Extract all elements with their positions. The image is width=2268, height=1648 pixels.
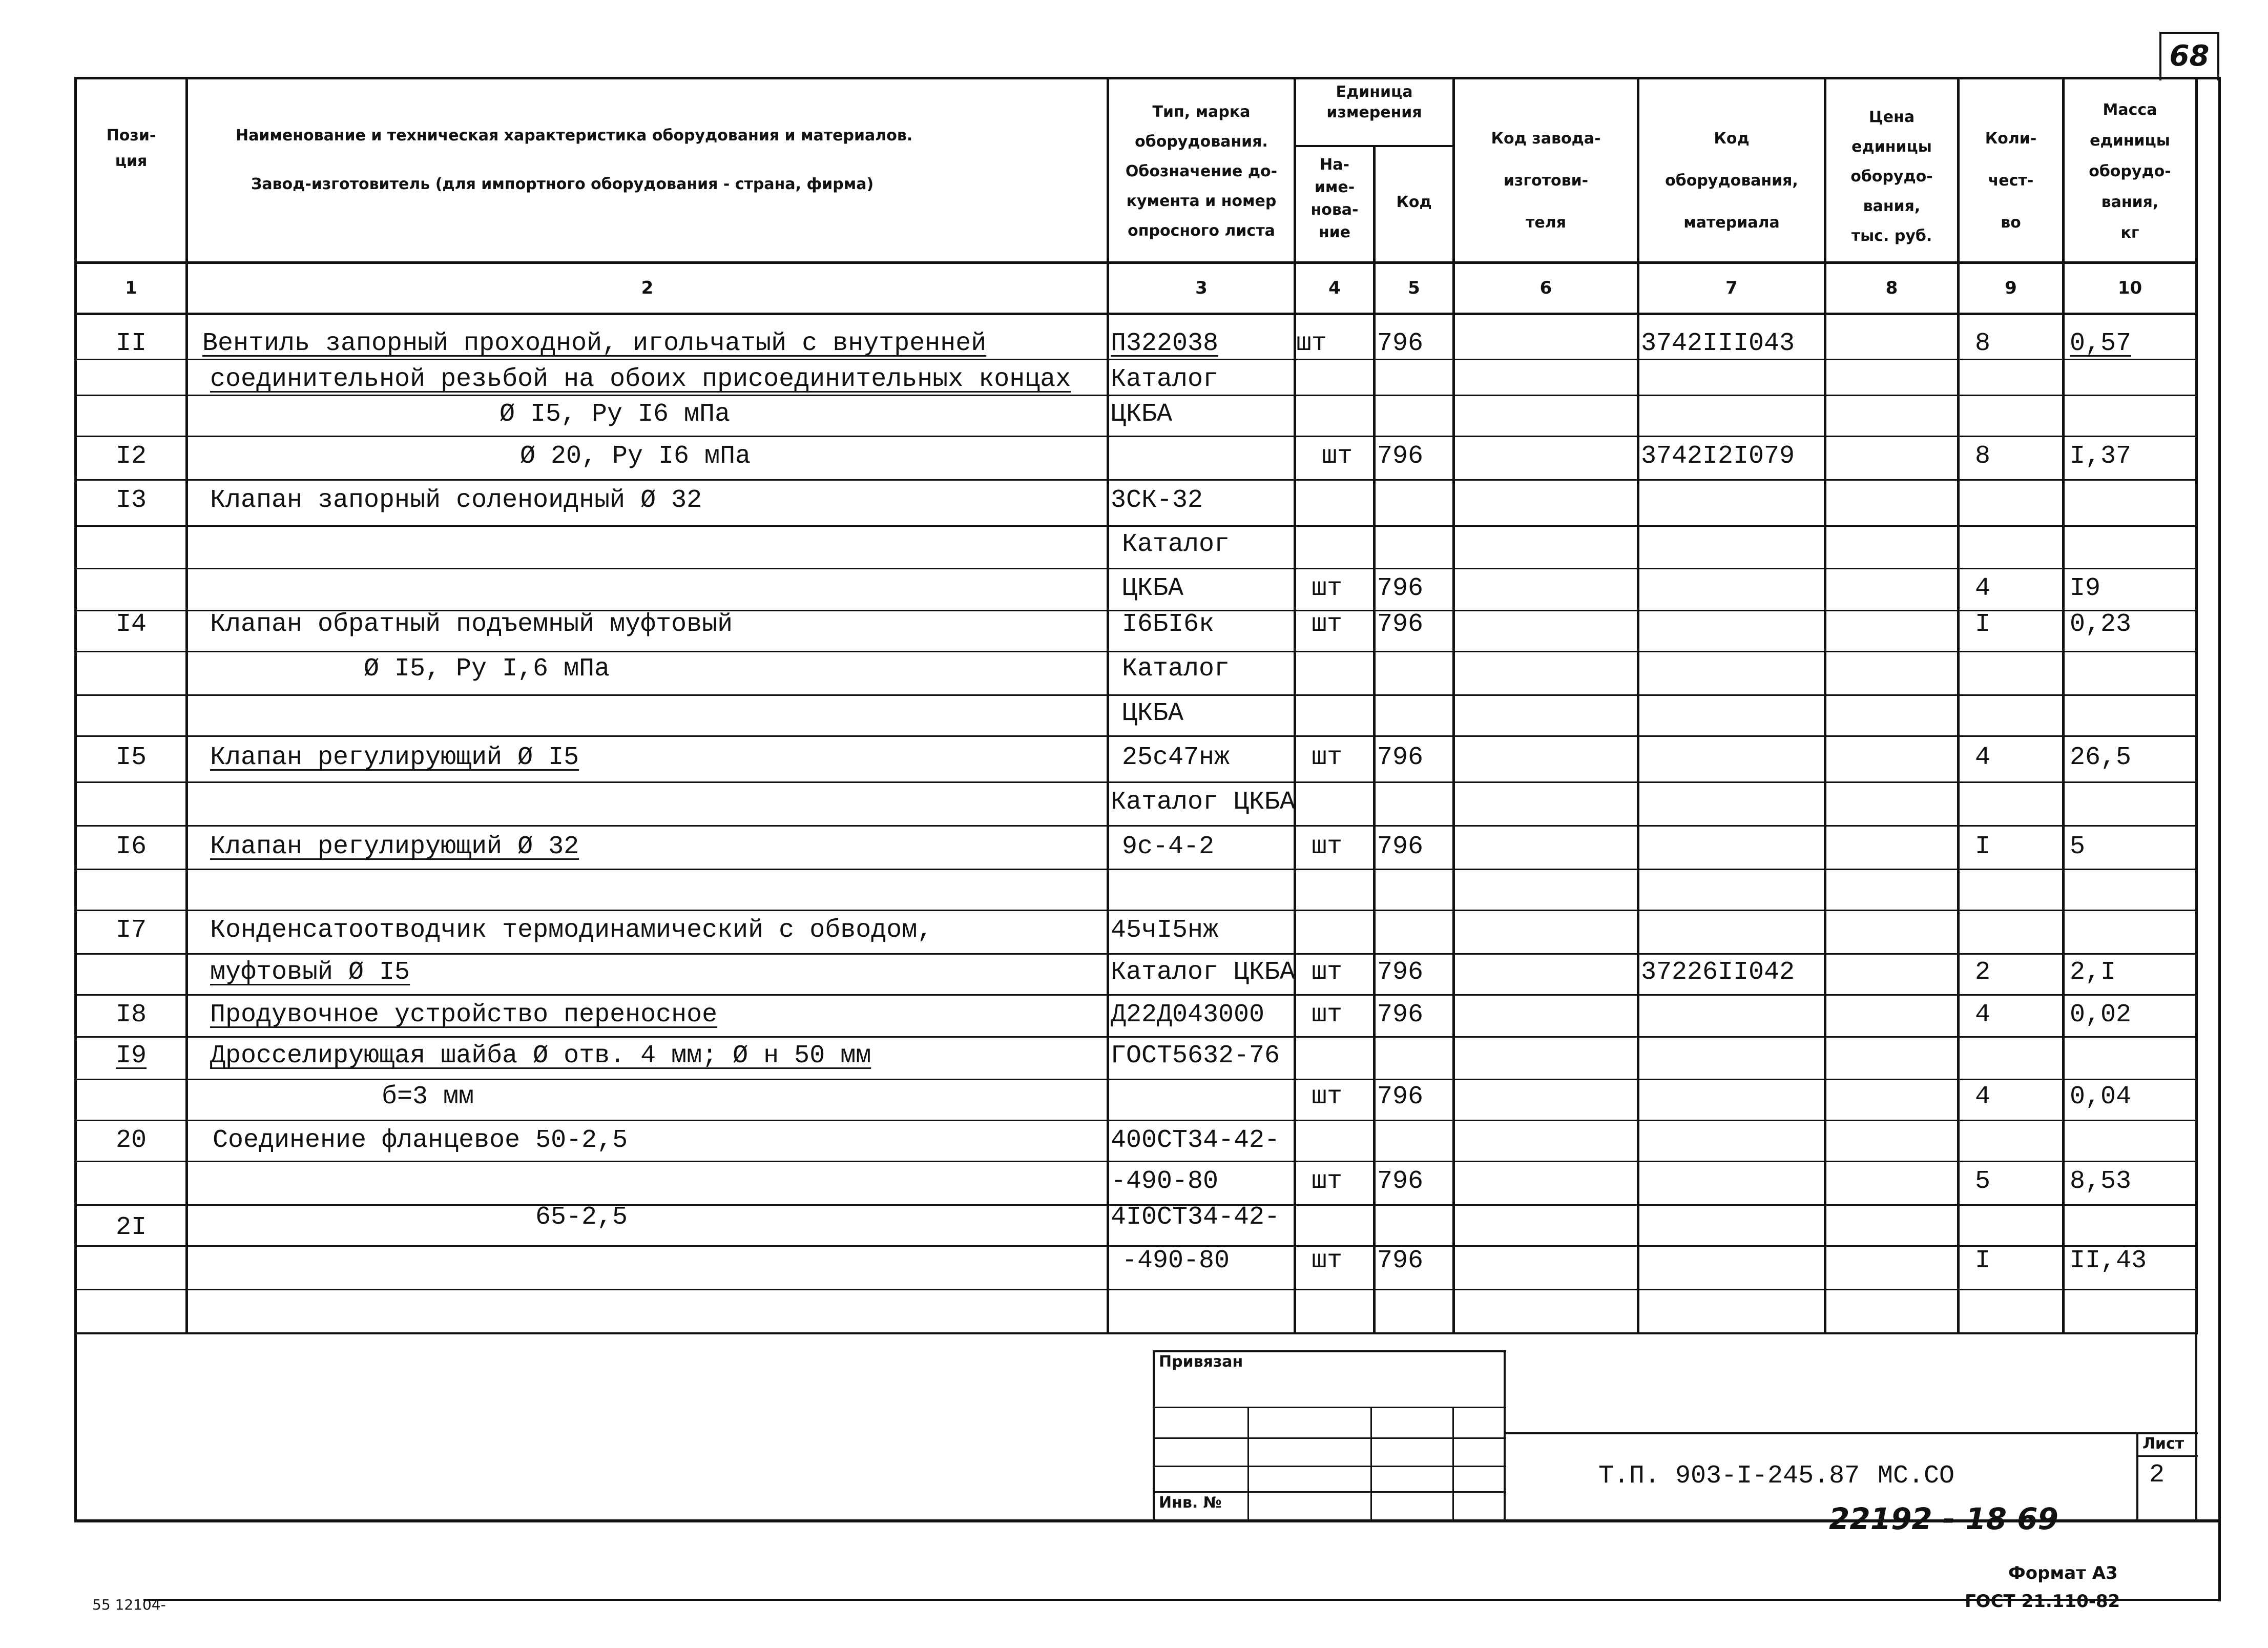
row-quantity: 4: [1975, 1000, 1991, 1029]
column-number: 2: [641, 278, 654, 298]
row-position: I9: [115, 1041, 147, 1070]
row-quantity: I: [1975, 1246, 1991, 1275]
row-mass: 0,02: [2070, 1000, 2132, 1029]
row-name: 65-2,5: [535, 1203, 628, 1232]
row-name: Клапан запорный соленоидный Ø 32: [210, 486, 702, 515]
row-position: I3: [115, 486, 147, 515]
header-name-line1: Наименование и техническая характеристика оборудования и материалов.: [236, 127, 913, 145]
row-type: ЦКБА: [1111, 400, 1173, 429]
row-quantity: 4: [1975, 574, 1991, 603]
row-type: -490-80: [1111, 1167, 1219, 1196]
row-name: Ø I5, Ру I,6 мПа: [364, 654, 610, 684]
row-quantity: 2: [1975, 958, 1991, 987]
row-unit: шт: [1312, 1246, 1343, 1275]
row-unit: шт: [1312, 832, 1343, 861]
header-type: Тип, марка оборудования. Обозначение до- кумента и номер опросного листа: [1125, 103, 1278, 240]
row-type: ЦКБА: [1122, 574, 1184, 603]
row-unit: шт: [1322, 442, 1353, 471]
document-mark: МС.СО: [1878, 1461, 1955, 1491]
row-quantity: I: [1975, 832, 1991, 861]
row-name: Ø I5, Ру I6 мПа: [500, 400, 731, 429]
row-name: Дросселирующая шайба Ø отв. 4 мм; Ø н 50 мм: [210, 1041, 871, 1070]
row-mass: I9: [2070, 574, 2101, 603]
handwritten-number: 22192 - 18 69: [1829, 1501, 2058, 1536]
row-type: 3СК-32: [1111, 486, 1203, 515]
corner-note: 55 12104-: [92, 1596, 166, 1613]
row-position: I8: [115, 1000, 147, 1029]
sheet-value: 2: [2149, 1460, 2165, 1490]
row-name: муфтовый Ø I5: [210, 958, 410, 987]
row-position: I6: [115, 832, 147, 861]
row-quantity: 8: [1975, 329, 1991, 358]
row-name: Продувочное устройство переносное: [210, 1000, 718, 1029]
row-mass: 0,23: [2070, 610, 2132, 639]
row-position: II: [115, 329, 147, 358]
row-mass: 5: [2070, 832, 2086, 861]
row-mass: 2,I: [2070, 958, 2116, 987]
row-type: Каталог ЦКБА: [1111, 958, 1296, 987]
row-unit: шт: [1296, 329, 1327, 358]
row-type: П322038: [1111, 329, 1219, 358]
column-number: 3: [1195, 278, 1208, 298]
row-unit-code: 796: [1377, 832, 1424, 861]
row-type: Каталог: [1122, 530, 1230, 559]
row-equipment-code: 37226II042: [1641, 958, 1795, 987]
sheet-number-top: 68: [2169, 39, 2210, 73]
format-label: Формат А3: [2008, 1563, 2118, 1583]
row-quantity: 4: [1975, 1082, 1991, 1111]
row-name: Клапан регулирующий Ø I5: [210, 743, 579, 772]
row-type: Каталог: [1111, 365, 1219, 394]
row-position: 20: [115, 1126, 147, 1155]
row-type: 400СТ34-42-: [1111, 1126, 1280, 1155]
inventory-label: Инв. №: [1159, 1494, 1222, 1512]
row-unit-code: 796: [1377, 1167, 1424, 1196]
row-type: 9с-4-2: [1122, 832, 1215, 861]
row-type: I6БI6к: [1122, 610, 1215, 639]
column-number: 9: [2005, 278, 2017, 298]
column-number: 7: [1725, 278, 1738, 298]
row-quantity: 4: [1975, 743, 1991, 772]
row-type: Каталог: [1122, 654, 1230, 684]
row-type: ГОСТ5632-76: [1111, 1041, 1280, 1070]
row-unit: шт: [1312, 743, 1343, 772]
row-mass: 8,53: [2070, 1167, 2132, 1196]
row-name: б=3 мм: [382, 1082, 474, 1111]
row-unit: шт: [1312, 610, 1343, 639]
row-unit-code: 796: [1377, 574, 1424, 603]
row-unit-code: 796: [1377, 329, 1424, 358]
row-unit: шт: [1312, 574, 1343, 603]
column-number: 4: [1328, 278, 1341, 298]
row-quantity: 8: [1975, 442, 1991, 471]
privyazan-label: Привязан: [1159, 1353, 1243, 1371]
row-mass: I,37: [2070, 442, 2132, 471]
row-name: Конденсатоотводчик термодинамический с обводом,: [210, 916, 933, 945]
row-unit: шт: [1312, 958, 1343, 987]
row-position: I2: [115, 442, 147, 471]
row-unit: шт: [1312, 1082, 1343, 1111]
column-number: 5: [1408, 278, 1420, 298]
row-type: Каталог ЦКБА: [1111, 788, 1296, 817]
row-unit-code: 796: [1377, 1246, 1424, 1275]
document-code: Т.П. 903-I-245.87: [1598, 1461, 1860, 1491]
row-equipment-code: 3742I2I079: [1641, 442, 1795, 471]
header-equipment-code: Код оборудования, материала: [1665, 130, 1798, 232]
row-unit-code: 796: [1377, 1000, 1424, 1029]
row-mass: II,43: [2070, 1246, 2147, 1275]
row-unit-code: 796: [1377, 442, 1424, 471]
column-number: 8: [1885, 278, 1898, 298]
row-position: I7: [115, 916, 147, 945]
row-quantity: I: [1975, 610, 1991, 639]
row-type: 4I0СТ34-42-: [1111, 1203, 1280, 1232]
header-position: Пози- ция: [106, 127, 156, 170]
row-name: Клапан обратный подъемный муфтовый: [210, 610, 733, 639]
row-unit: шт: [1312, 1000, 1343, 1029]
row-equipment-code: 3742III043: [1641, 329, 1795, 358]
row-unit-code: 796: [1377, 1082, 1424, 1111]
row-mass: 0,04: [2070, 1082, 2132, 1111]
row-position: I5: [115, 743, 147, 772]
row-type: ЦКБА: [1122, 699, 1184, 728]
row-type: 45чI5нж: [1111, 916, 1219, 945]
header-unit-name: На- име- нова- ние: [1310, 156, 1359, 241]
column-number: 10: [2117, 278, 2142, 298]
row-position: 2I: [115, 1213, 147, 1242]
header-quantity: Коли- чест- во: [1985, 130, 2037, 232]
row-name: Соединение фланцевое 50-2,5: [213, 1126, 628, 1155]
header-unit-group: Единица измерения: [1326, 83, 1422, 121]
row-name: Клапан регулирующий Ø 32: [210, 832, 579, 861]
row-quantity: 5: [1975, 1167, 1991, 1196]
header-mass: Масса единицы оборудо- вания, кг: [2089, 101, 2171, 242]
row-unit-code: 796: [1377, 610, 1424, 639]
row-name: Вентиль запорный проходной, игольчатый с внутренней: [202, 329, 987, 358]
row-type: 25с47нж: [1122, 743, 1230, 772]
row-type: -490-80: [1122, 1246, 1230, 1275]
header-unit-code: Код: [1396, 193, 1432, 211]
row-unit: шт: [1312, 1167, 1343, 1196]
row-mass: 0,57: [2070, 329, 2132, 358]
sheet-label: Лист: [2142, 1435, 2184, 1453]
header-price: Цена единицы оборудо- вания, тыс. руб.: [1850, 108, 1933, 245]
header-name-line2: Завод-изготовитель (для импортного оборудования - страна, фирма): [251, 175, 874, 193]
row-unit-code: 796: [1377, 743, 1424, 772]
row-mass: 26,5: [2070, 743, 2132, 772]
column-number: 1: [125, 278, 137, 298]
column-number: 6: [1539, 278, 1552, 298]
row-position: I4: [115, 610, 147, 639]
header-factory-code: Код завода- изготови- теля: [1491, 130, 1601, 232]
gost-label: ГОСТ 21.110-82: [1965, 1591, 2120, 1612]
row-unit-code: 796: [1377, 958, 1424, 987]
row-type: Д22Д043000: [1111, 1000, 1265, 1029]
row-name: Ø 20, Ру I6 мПа: [520, 442, 751, 471]
row-name: соединительной резьбой на обоих присоединительных концах: [210, 365, 1071, 394]
